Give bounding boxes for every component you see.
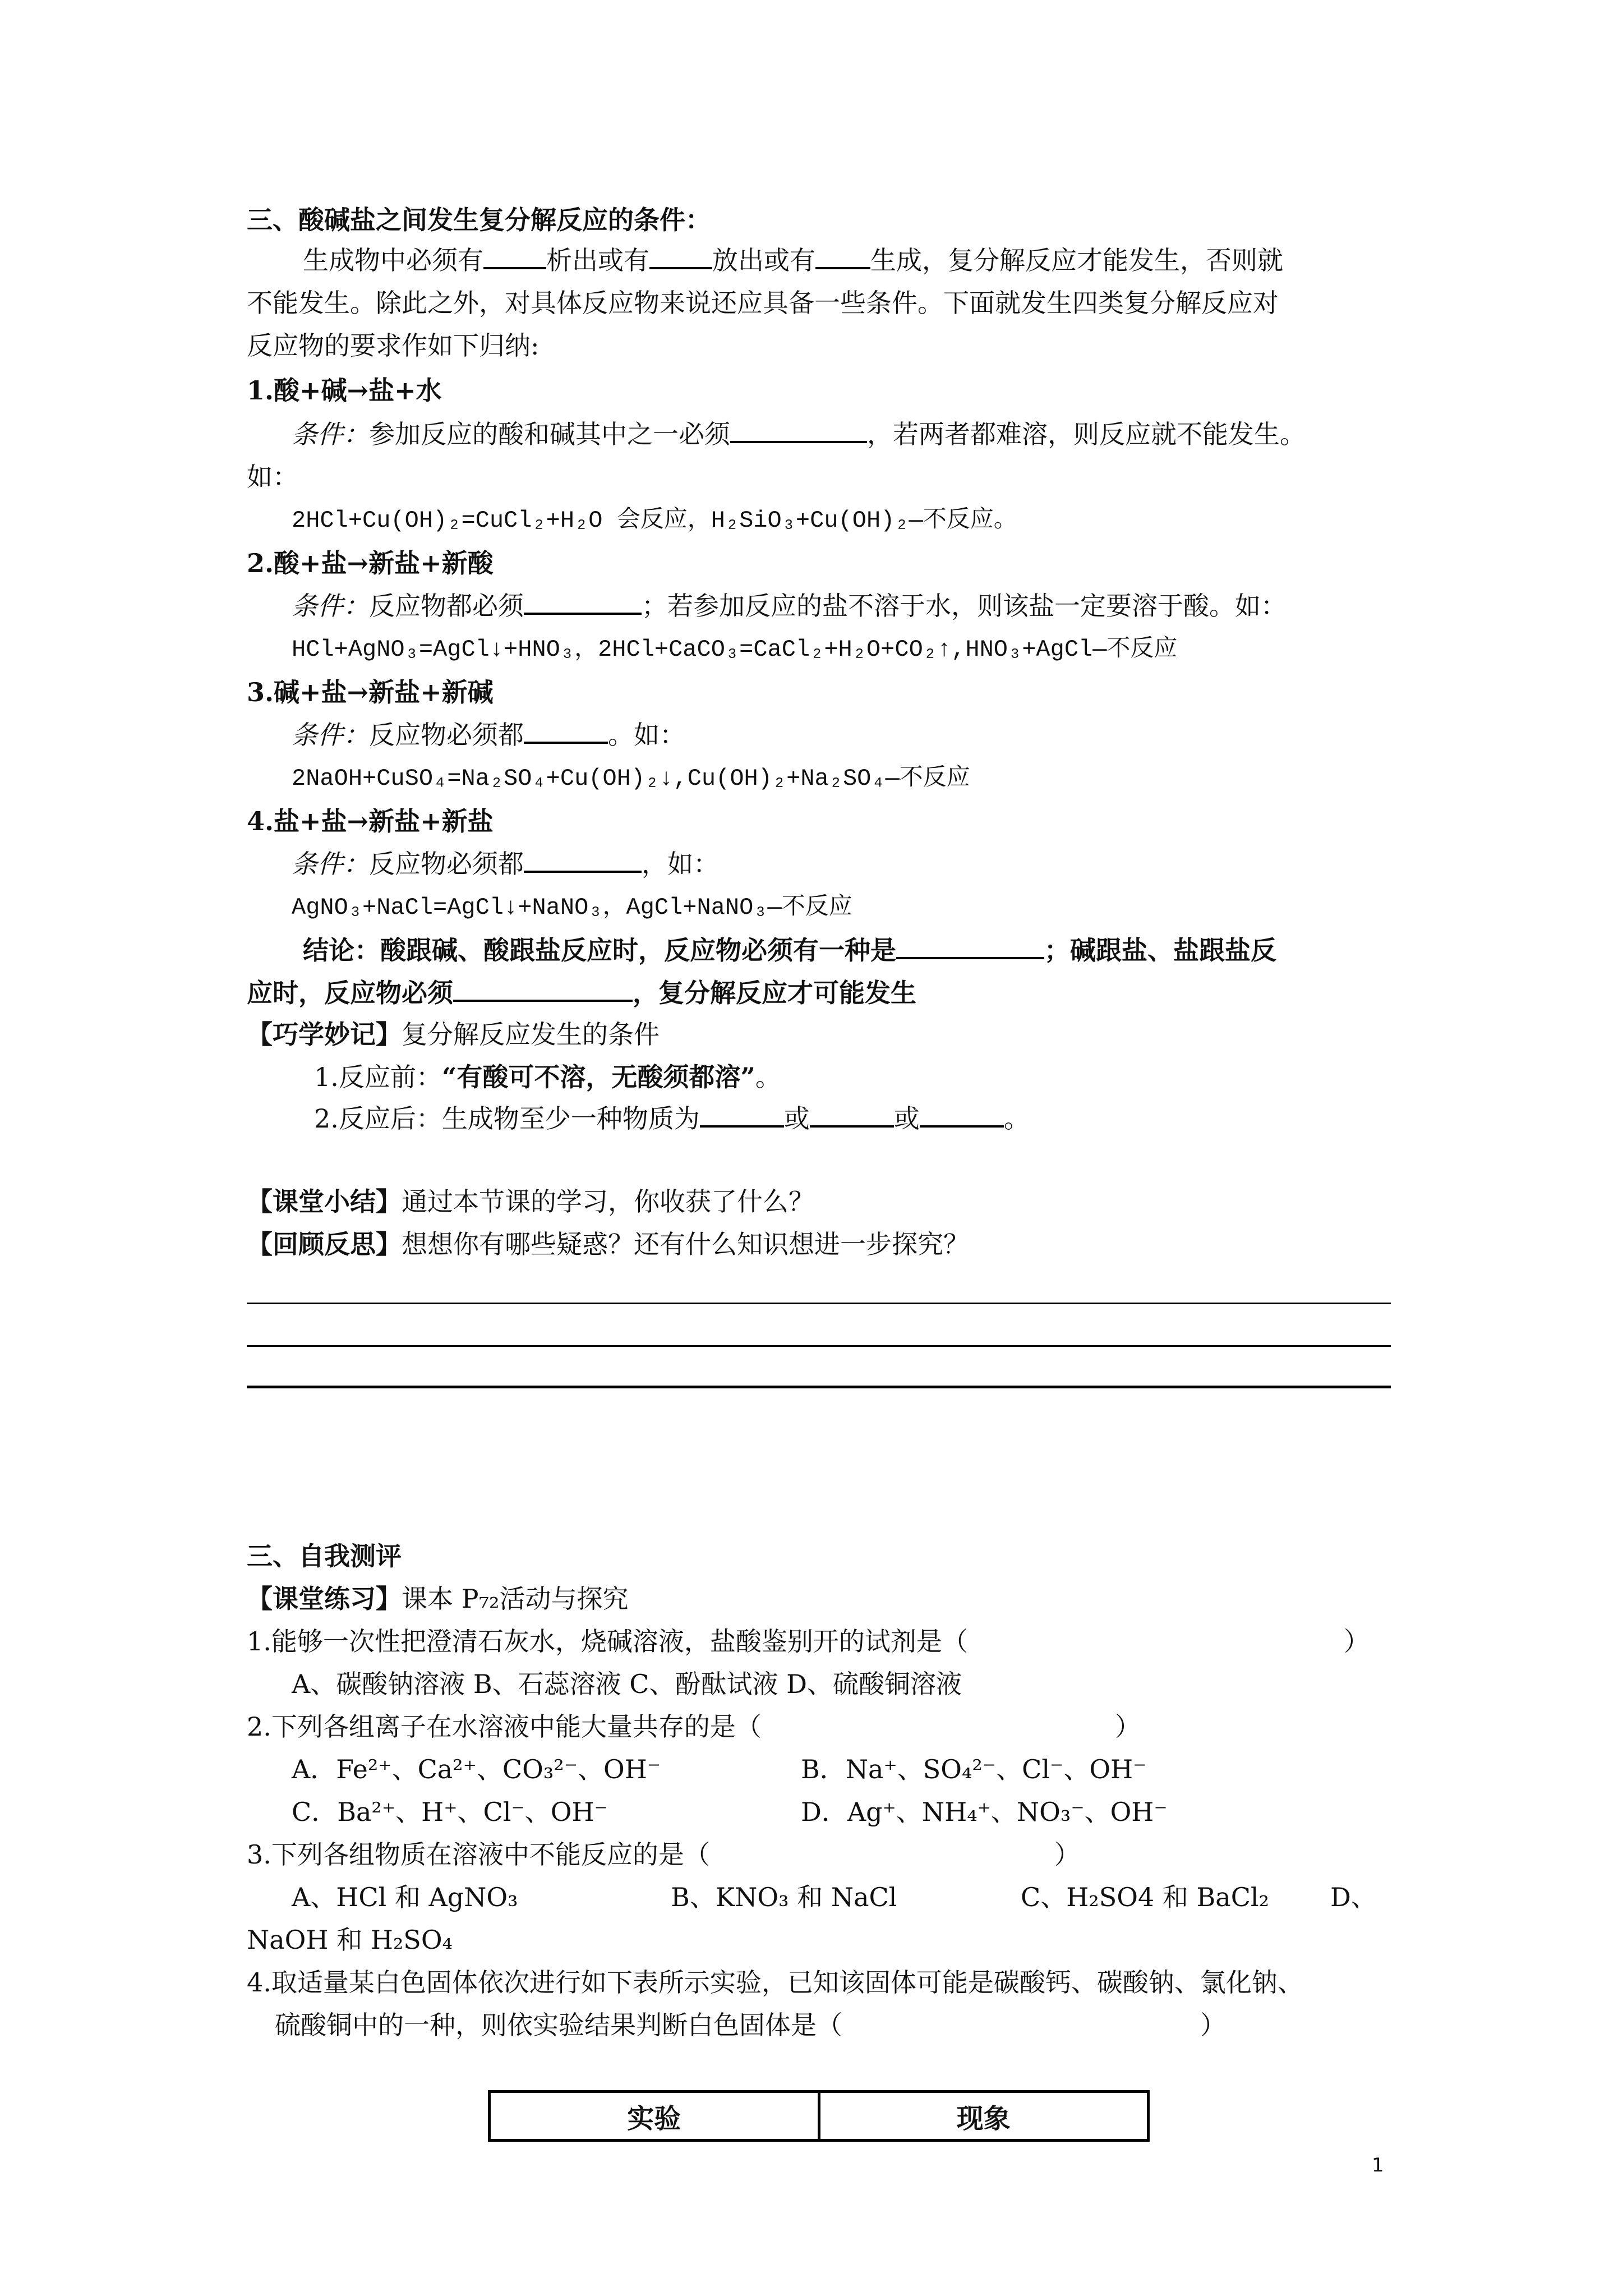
question-2-answer-close: ） — [1115, 1711, 1141, 1742]
intro-line-2: 不能发生。除此之外，对具体反应物来说还应具备一些条件。下面就发生四类复分解反应对 — [247, 288, 1279, 318]
reaction-3-equation: 2NaOH+CuSO₄=Na₂SO₄+Cu(OH)₂↓,Cu(OH)₂+Na₂SO₄—不反应 — [292, 765, 970, 792]
memo-text: 或 — [893, 1103, 920, 1134]
memo-text: 。 — [1003, 1103, 1030, 1134]
answer-blank[interactable] — [524, 589, 642, 615]
question-4-answer-close: ） — [1200, 2010, 1226, 2040]
question-4-line-1: 4.取适量某白色固体依次进行如下表所示实验，已知该固体可能是碳酸钙、碳酸钠、氯化钠、 — [247, 1967, 1303, 1998]
conclusion-text: 应时，反应物必须 — [247, 978, 453, 1008]
condition-label: 条件： — [292, 591, 369, 621]
answer-blank[interactable] — [920, 1102, 1004, 1128]
reaction-1-condition — [292, 416, 1306, 452]
condition-text: 反应物必须都 — [369, 720, 524, 750]
question-3-option-a: A、HCl 和 AgNO₃ — [292, 1882, 518, 1912]
conclusion-text: ，复分解反应才可能发生 — [633, 978, 916, 1008]
question-2-stem: 2.下列各组离子在水溶液中能大量共存的是（ — [247, 1711, 762, 1742]
summary-tag: 【课堂小结】 — [247, 1186, 402, 1217]
memo-rhyme: “有酸可不溶，无酸须都溶” — [441, 1062, 755, 1092]
condition-text: 参加反应的酸和碱其中之一必须 — [369, 419, 730, 449]
memo-text: 复分解反应发生的条件 — [402, 1019, 660, 1050]
condition-text: 反应物必须都 — [369, 849, 524, 879]
reaction-4-title: 4.盐+盐→新盐+新盐 — [247, 806, 494, 836]
memo-line-1 — [314, 1059, 781, 1095]
intro-text-a: 生成物中必须有 — [303, 245, 483, 275]
reaction-2-title: 2.酸+盐→新盐+新酸 — [247, 548, 494, 578]
page-number: 1 — [1372, 2154, 1384, 2177]
reaction-3-title: 3.碱+盐→新盐+新碱 — [247, 677, 494, 707]
answer-blank[interactable] — [453, 976, 633, 1002]
reaction-3-condition — [292, 717, 685, 753]
answer-blank[interactable] — [815, 243, 870, 269]
answer-blank[interactable] — [524, 718, 608, 744]
section-title: 三、酸碱盐之间发生复分解反应的条件： — [247, 205, 711, 235]
question-1-options: A、碳酸钠溶液 B、石蕊溶液 C、酚酞试液 D、硫酸铜溶液 — [292, 1669, 962, 1699]
answer-blank[interactable] — [483, 243, 546, 269]
question-2-option-c: C．Ba²⁺、H⁺、Cl⁻、OH⁻ — [292, 1797, 608, 1827]
table-header-row — [490, 2092, 1149, 2141]
memo-text: 1.反应前： — [314, 1062, 442, 1092]
question-1-answer-close: ） — [1344, 1626, 1370, 1657]
question-2-option-a: A．Fe²⁺、Ca²⁺、CO₃²⁻、OH⁻ — [292, 1754, 661, 1784]
intro-text-b: 析出或有 — [546, 245, 649, 275]
question-2-option-d: D．Ag⁺、NH₄⁺、NO₃⁻、OH⁻ — [801, 1797, 1168, 1827]
reaction-1-example-label: 如： — [247, 462, 298, 492]
self-assessment-title: 三、自我测评 — [247, 1541, 402, 1571]
condition-label: 条件： — [292, 720, 369, 750]
answer-blank[interactable] — [524, 847, 642, 873]
condition-text: 。如： — [608, 720, 685, 750]
conclusion-line-1 — [303, 932, 1276, 968]
answer-blank[interactable] — [896, 933, 1044, 959]
column-header-experiment: 实验 — [490, 2092, 819, 2141]
intro-line-3: 反应物的要求作如下归纳: — [247, 330, 540, 361]
memo-text: 。 — [755, 1062, 781, 1092]
practice-tag: 【课堂练习】 — [247, 1584, 402, 1614]
question-3-stem: 3.下列各组物质在溶液中不能反应的是（ — [247, 1839, 710, 1870]
answer-blank[interactable] — [730, 417, 867, 443]
memo-tag: 【巧学妙记】 — [247, 1019, 402, 1050]
intro-text-c: 放出或有 — [712, 245, 815, 275]
memo-line-2 — [314, 1101, 1030, 1137]
question-3-option-b: B、KNO₃ 和 NaCl — [671, 1882, 897, 1912]
intro-line-1 — [303, 242, 1283, 278]
reaction-4-equation: AgNO₃+NaCl=AgCl↓+NaNO₃，AgCl+NaNO₃—不反应 — [292, 894, 852, 921]
reflection-line — [247, 1226, 969, 1262]
condition-text: ；若参加反应的盐不溶于水，则该盐一定要溶于酸。如： — [642, 591, 1287, 621]
reaction-1-equation: 2HCl+Cu(OH)₂=CuCl₂+H₂O 会反应，H₂SiO₃+Cu(OH)₂—不反应。 — [292, 507, 1017, 534]
answer-blank[interactable] — [810, 1102, 894, 1128]
summary-line — [247, 1184, 814, 1220]
reflection-text: 想想你有哪些疑惑？还有什么知识想进一步探究？ — [402, 1229, 969, 1259]
memo-text: 2.反应后：生成物至少一种物质为 — [314, 1103, 700, 1134]
condition-text: 反应物都必须 — [369, 591, 524, 621]
question-3-option-d-cont: NaOH 和 H₂SO₄ — [247, 1925, 453, 1955]
question-3-answer-close: ） — [1054, 1839, 1080, 1870]
question-4-line-2: 硫酸铜中的一种，则依实验结果判断白色固体是（ — [275, 2010, 842, 2040]
question-2-option-b: B．Na⁺、SO₄²⁻、Cl⁻、OH⁻ — [801, 1754, 1147, 1784]
condition-text: ，如： — [642, 849, 719, 879]
reflection-tag: 【回顾反思】 — [247, 1229, 402, 1259]
answer-line[interactable] — [247, 1386, 1391, 1388]
reaction-2-equation: HCl+AgNO₃=AgCl↓+HNO₃，2HCl+CaCO₃=CaCl₂+H₂O+CO₂↑,HNO₃+AgCl—不反应 — [292, 636, 1178, 663]
answer-line[interactable] — [247, 1345, 1391, 1347]
memo-text: 或 — [783, 1103, 810, 1134]
conclusion-text: ；碱跟盐、盐跟盐反 — [1044, 935, 1276, 965]
practice-text: 课本 P₇₂活动与探究 — [402, 1584, 629, 1614]
question-1-stem: 1.能够一次性把澄清石灰水，烧碱溶液，盐酸鉴别开的试剂是（ — [247, 1626, 968, 1657]
answer-line[interactable] — [247, 1303, 1391, 1304]
condition-label: 条件： — [292, 419, 369, 449]
answer-blank[interactable] — [649, 243, 712, 269]
experiment-table — [488, 2090, 1150, 2142]
practice-line — [247, 1581, 628, 1617]
column-header-phenomenon: 现象 — [819, 2092, 1149, 2141]
condition-label: 条件： — [292, 849, 369, 879]
reaction-1-title: 1.酸+碱→盐+水 — [247, 375, 442, 406]
memo-heading — [247, 1016, 660, 1052]
reaction-4-condition — [292, 846, 719, 882]
conclusion-text: 结论：酸跟碱、酸跟盐反应时，反应物必须有一种是 — [303, 935, 896, 965]
answer-blank[interactable] — [700, 1102, 784, 1128]
condition-text: ，若两者都难溶，则反应就不能发生。 — [867, 419, 1306, 449]
reaction-2-condition — [292, 588, 1287, 624]
intro-text-d: 生成，复分解反应才能发生，否则就 — [870, 245, 1283, 275]
question-3-option-c: C、H₂SO4 和 BaCl₂ — [1021, 1882, 1270, 1912]
summary-text: 通过本节课的学习，你收获了什么？ — [402, 1186, 814, 1217]
question-3-option-d: D、 — [1330, 1882, 1377, 1912]
conclusion-line-2 — [247, 975, 916, 1011]
